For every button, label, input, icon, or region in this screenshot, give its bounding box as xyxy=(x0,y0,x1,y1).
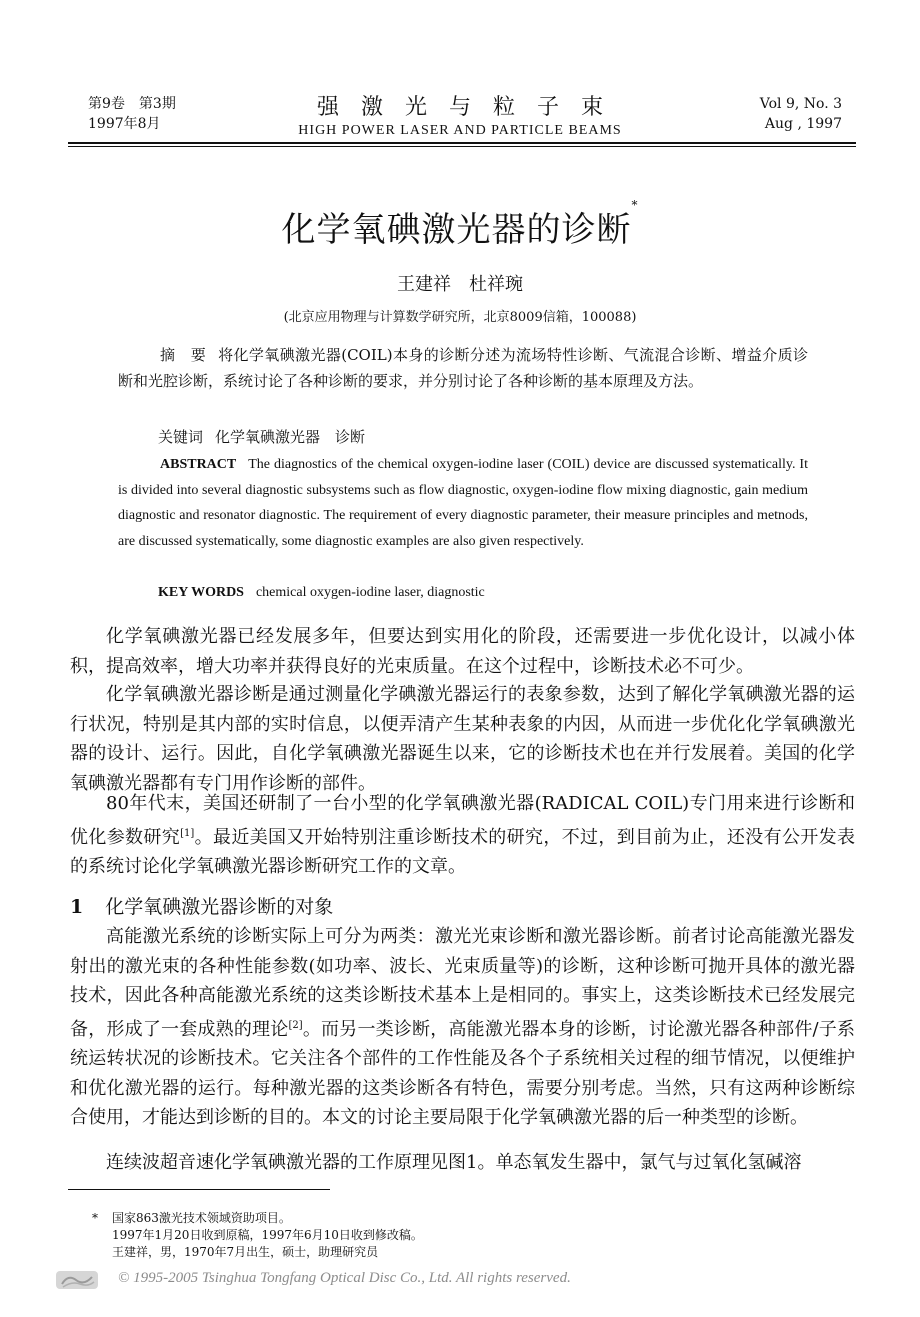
header-rule-thin xyxy=(68,146,856,147)
cnki-logo-icon xyxy=(54,1268,100,1292)
paragraph-4-part-b: 。而另一类诊断，高能激光器本身的诊断，讨论激光器各种部件/子系统运转状况的诊断技术。它关注各个部件的工作性能及各个子系统相关过程的细节情况，以便维护和优化激光器的运行。每种激光器的这类诊断各有特色，需要分别考虑。当然，只有这两种诊断综合使用，才能达到诊断的目的。本文的讨论主要局限于化学氧碘激光器的后一种类型的诊断。 xyxy=(70,1018,856,1128)
abstract-en-text: The diagnostics of the chemical oxygen-iodine laser (COIL) device are discussed systematically. It is divided into several diagnostic subsystems such as flow diagnostic, oxygen-iodine flow mixing diagnostic, gain medium diagnostic and resonator diagnostic. The requirement of every diagnostic parameter, their measure principles and metnods, are discussed systematically, some diagnostic examples are also given respectively. xyxy=(118,457,808,549)
paragraph-4-part-a: 高能激光系统的诊断实际上可分为两类：激光光束诊断和激光器诊断。前者讨论高能激光器发射出的激光束的各种性能参数(如功率、波长、光束质量等)的诊断，这种诊断可抛开具体的激光器技术，因此各种高能激光系统的这类诊断技术基本上是相同的。事实上，这类诊断技术已经发展完备，形成了一套成熟的理论 xyxy=(70,926,855,1040)
keywords-cn-label: 关键词 xyxy=(158,428,204,446)
publication-date: 1997年8月 xyxy=(88,116,161,132)
keywords-cn xyxy=(158,424,365,450)
journal-name-en: HIGH POWER LASER AND PARTICLE BEAMS xyxy=(298,123,622,138)
keywords-en xyxy=(158,580,485,606)
section-title: 化学氧碘激光器诊断的对象 xyxy=(105,896,334,918)
footnote-author-bio: 王建祥，男，1970年7月出生，硕士，助理研究员 xyxy=(112,1245,379,1259)
abstract-cn-label: 摘 要 xyxy=(160,346,207,364)
body-paragraph-1: 化学氧碘激光器已经发展多年，但要达到实用化的阶段，还需要进一步优化设计，以减小体积，提高效率，增大功率并获得良好的光束质量。在这个过程中，诊断技术必不可少。 xyxy=(70,626,855,677)
body-paragraph-2: 化学氧碘激光器诊断是通过测量化学碘激光器运行的表象参数，达到了解化学氧碘激光器的运行状况，特别是其内部的实时信息，以便弄清产生某种表象的内因，从而进一步优化化学氧碘激光器的设计、运行。因此，自化学氧碘激光器诞生以来，它的诊断技术也在并行发展着。美国的化学氧碘激光器都有专门用作诊断的部件。 xyxy=(70,684,855,794)
footnotes xyxy=(92,1210,423,1261)
abstract-cn xyxy=(118,342,808,394)
paper-title xyxy=(0,198,920,251)
citation-1[interactable]: [1] xyxy=(180,827,195,839)
footnote-funding: 国家863激光技术领域资助项目。 xyxy=(112,1211,291,1225)
footnote-received: 1997年1月20日收到原稿，1997年6月10日收到修改稿。 xyxy=(112,1228,423,1242)
footnote-mark: * xyxy=(92,1211,98,1225)
abstract-cn-text: 将化学氧碘激光器(COIL)本身的诊断分述为流场特性诊断、气流混合诊断、增益介质诊断和光腔诊断，系统讨论了各种诊断的要求，并分别讨论了各种诊断的基本原理及方法。 xyxy=(118,346,808,390)
volume-issue-en: Vol 9, No. 3 xyxy=(759,96,842,112)
body-paragraph-5: 连续波超音速化学氧碘激光器的工作原理见图1。单态氧发生器中，氯气与过氧化氢碱溶 xyxy=(106,1152,802,1173)
abstract-en-label: ABSTRACT xyxy=(160,457,237,472)
citation-2[interactable]: [2] xyxy=(288,1019,303,1031)
footnote-rule xyxy=(68,1189,330,1190)
publication-date-en: Aug , 1997 xyxy=(764,116,842,132)
section-heading-1 xyxy=(70,892,333,919)
abstract-en xyxy=(118,452,808,554)
copyright-notice: © 1995-2005 Tsinghua Tongfang Optical Disc Co., Ltd. All rights reserved. xyxy=(118,1270,571,1286)
keywords-en-label: KEY WORDS xyxy=(158,585,244,600)
header-rule-thick xyxy=(68,142,856,144)
footnote-line-1 xyxy=(92,1210,423,1227)
body-paragraph-4 xyxy=(70,922,855,1133)
journal-name-cn: 强激光与粒子束 xyxy=(316,95,625,120)
keywords-cn-text: 化学氧碘激光器 诊断 xyxy=(215,428,366,446)
section-number: 1 xyxy=(70,896,84,918)
title-footnote-mark: * xyxy=(631,198,639,212)
journal-issue-info-en xyxy=(760,94,842,134)
authors: 王建祥 杜祥琬 xyxy=(397,274,523,295)
keywords-en-text: chemical oxygen-iodine laser, diagnostic xyxy=(255,585,485,600)
paragraph-3-part-a: 80年代末，美国还研制了一台小型的化学氧碘激光器(RADICAL COIL)专门用来进行诊断和优化参数研究 xyxy=(70,793,855,848)
body-paragraph-3 xyxy=(70,789,855,882)
affiliation: (北京应用物理与计算数学研究所，北京8009信箱，100088) xyxy=(283,310,637,325)
paper-title-text: 化学氧碘激光器的诊断 xyxy=(281,210,632,250)
volume-issue: 第9卷 第3期 xyxy=(88,96,176,112)
paragraph-3-part-b: 。最近美国又开始特别注重诊断技术的研究，不过，到目前为止，还没有公开发表的系统讨论化学氧碘激光器诊断研究工作的文章。 xyxy=(70,826,856,877)
